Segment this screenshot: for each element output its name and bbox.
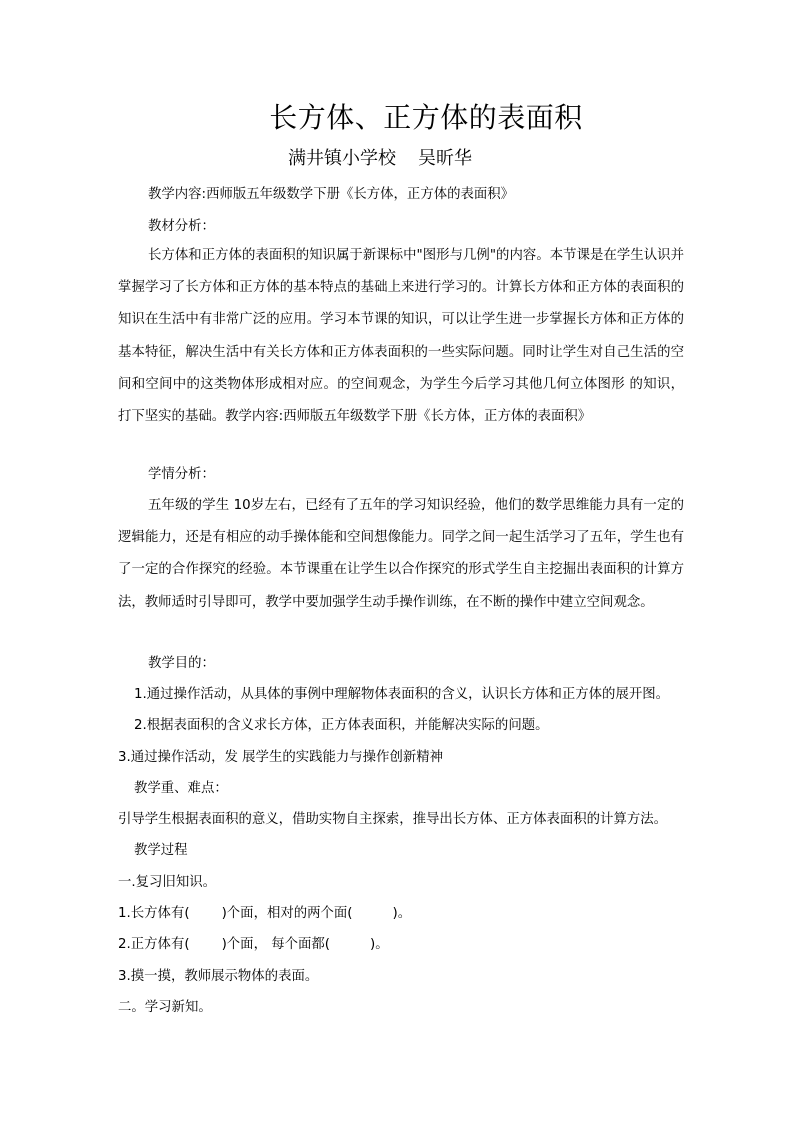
review-item-text: )。 xyxy=(392,906,412,921)
keypoints-text: 引导学生根据表面积的意义，借助实物自主探索，推导出长方体、正方体表面积的计算方法。 xyxy=(118,812,668,827)
learner-heading: 学情分析： xyxy=(148,467,215,482)
content-line: 教学内容:西师版五年级数学下册《长方体，正方体的表面积》 xyxy=(148,187,515,202)
review-item-text: )个面， 每个面都( xyxy=(221,937,331,952)
review-item: 3.摸一摸，教师展示物体的表面。 xyxy=(118,969,319,984)
review-item xyxy=(118,935,389,955)
material-heading: 教材分析： xyxy=(148,219,215,234)
review-item-text: 2.正方体有( xyxy=(118,937,190,952)
keypoints-heading: 教学重、难点： xyxy=(134,781,228,796)
process-heading: 教学过程 xyxy=(134,843,188,858)
author-line xyxy=(288,147,472,171)
goal-item: 3.通过操作活动，发 展学生的实践能力与操作创新精神 xyxy=(118,750,444,765)
goal-item: 2.根据表面积的含义求长方体，正方体表面积，并能解决实际的问题。 xyxy=(134,718,549,733)
author-school: 满井镇小学校 xyxy=(288,148,396,169)
review-heading: 一.复习旧知识。 xyxy=(118,875,216,890)
review-item-text: 1.长方体有( xyxy=(118,906,190,921)
author-name: 吴昕华 xyxy=(418,148,472,169)
new-knowledge-heading: 二。学习新知。 xyxy=(118,1000,212,1015)
material-paragraph: 长方体和正方体的表面积的知识属于新课标中"图形与几例"的内容。本节课是在学生认识并掌握学习了长方体和正方体的基本特点的基础上来进行学习的。计算长方体和正方体的表面积的知识在生活中有非常广泛的应用。学习本节课的知识，可以让学生进一步掌握长方体和正方体的基本特征，解决生活中有关长方体和正方体表面积的一些实际问题。同时让学生对自己生活的空间和空间中的这类物体形成相对应。的空间观念，为学生今后学习其他几何立体图形 的知识，打下坚实的基础。教学内容:西师版五年级数学下册《长方体，正方体的表面积》 xyxy=(118,248,684,425)
document-title: 长方体、正方体的表面积 xyxy=(269,101,583,134)
goal-item: 1.通过操作活动，从具体的事例中理解物体表面积的含义，认识长方体和正方体的展开图。 xyxy=(134,687,670,702)
review-item xyxy=(118,904,411,924)
learner-paragraph: 五年级的学生 10岁左右，已经有了五年的学习知识经验，他们的数学思维能力具有一定的逻辑能力，还是有相应的动手操体能和空间想像能力。同学之间一起生活学习了五年，学生也有了一定的合作探究的经验。本节课重在让学生以合作探究的形式学生自主挖掘出表面积的计算方法，教师适时引导即可，教学中要加强学生动手操作训练，在不断的操作中建立空间观念。 xyxy=(118,498,684,610)
goals-heading: 教学目的： xyxy=(148,656,215,671)
review-item-text: )。 xyxy=(370,937,389,952)
review-item-text: )个面，相对的两个面( xyxy=(221,906,353,921)
